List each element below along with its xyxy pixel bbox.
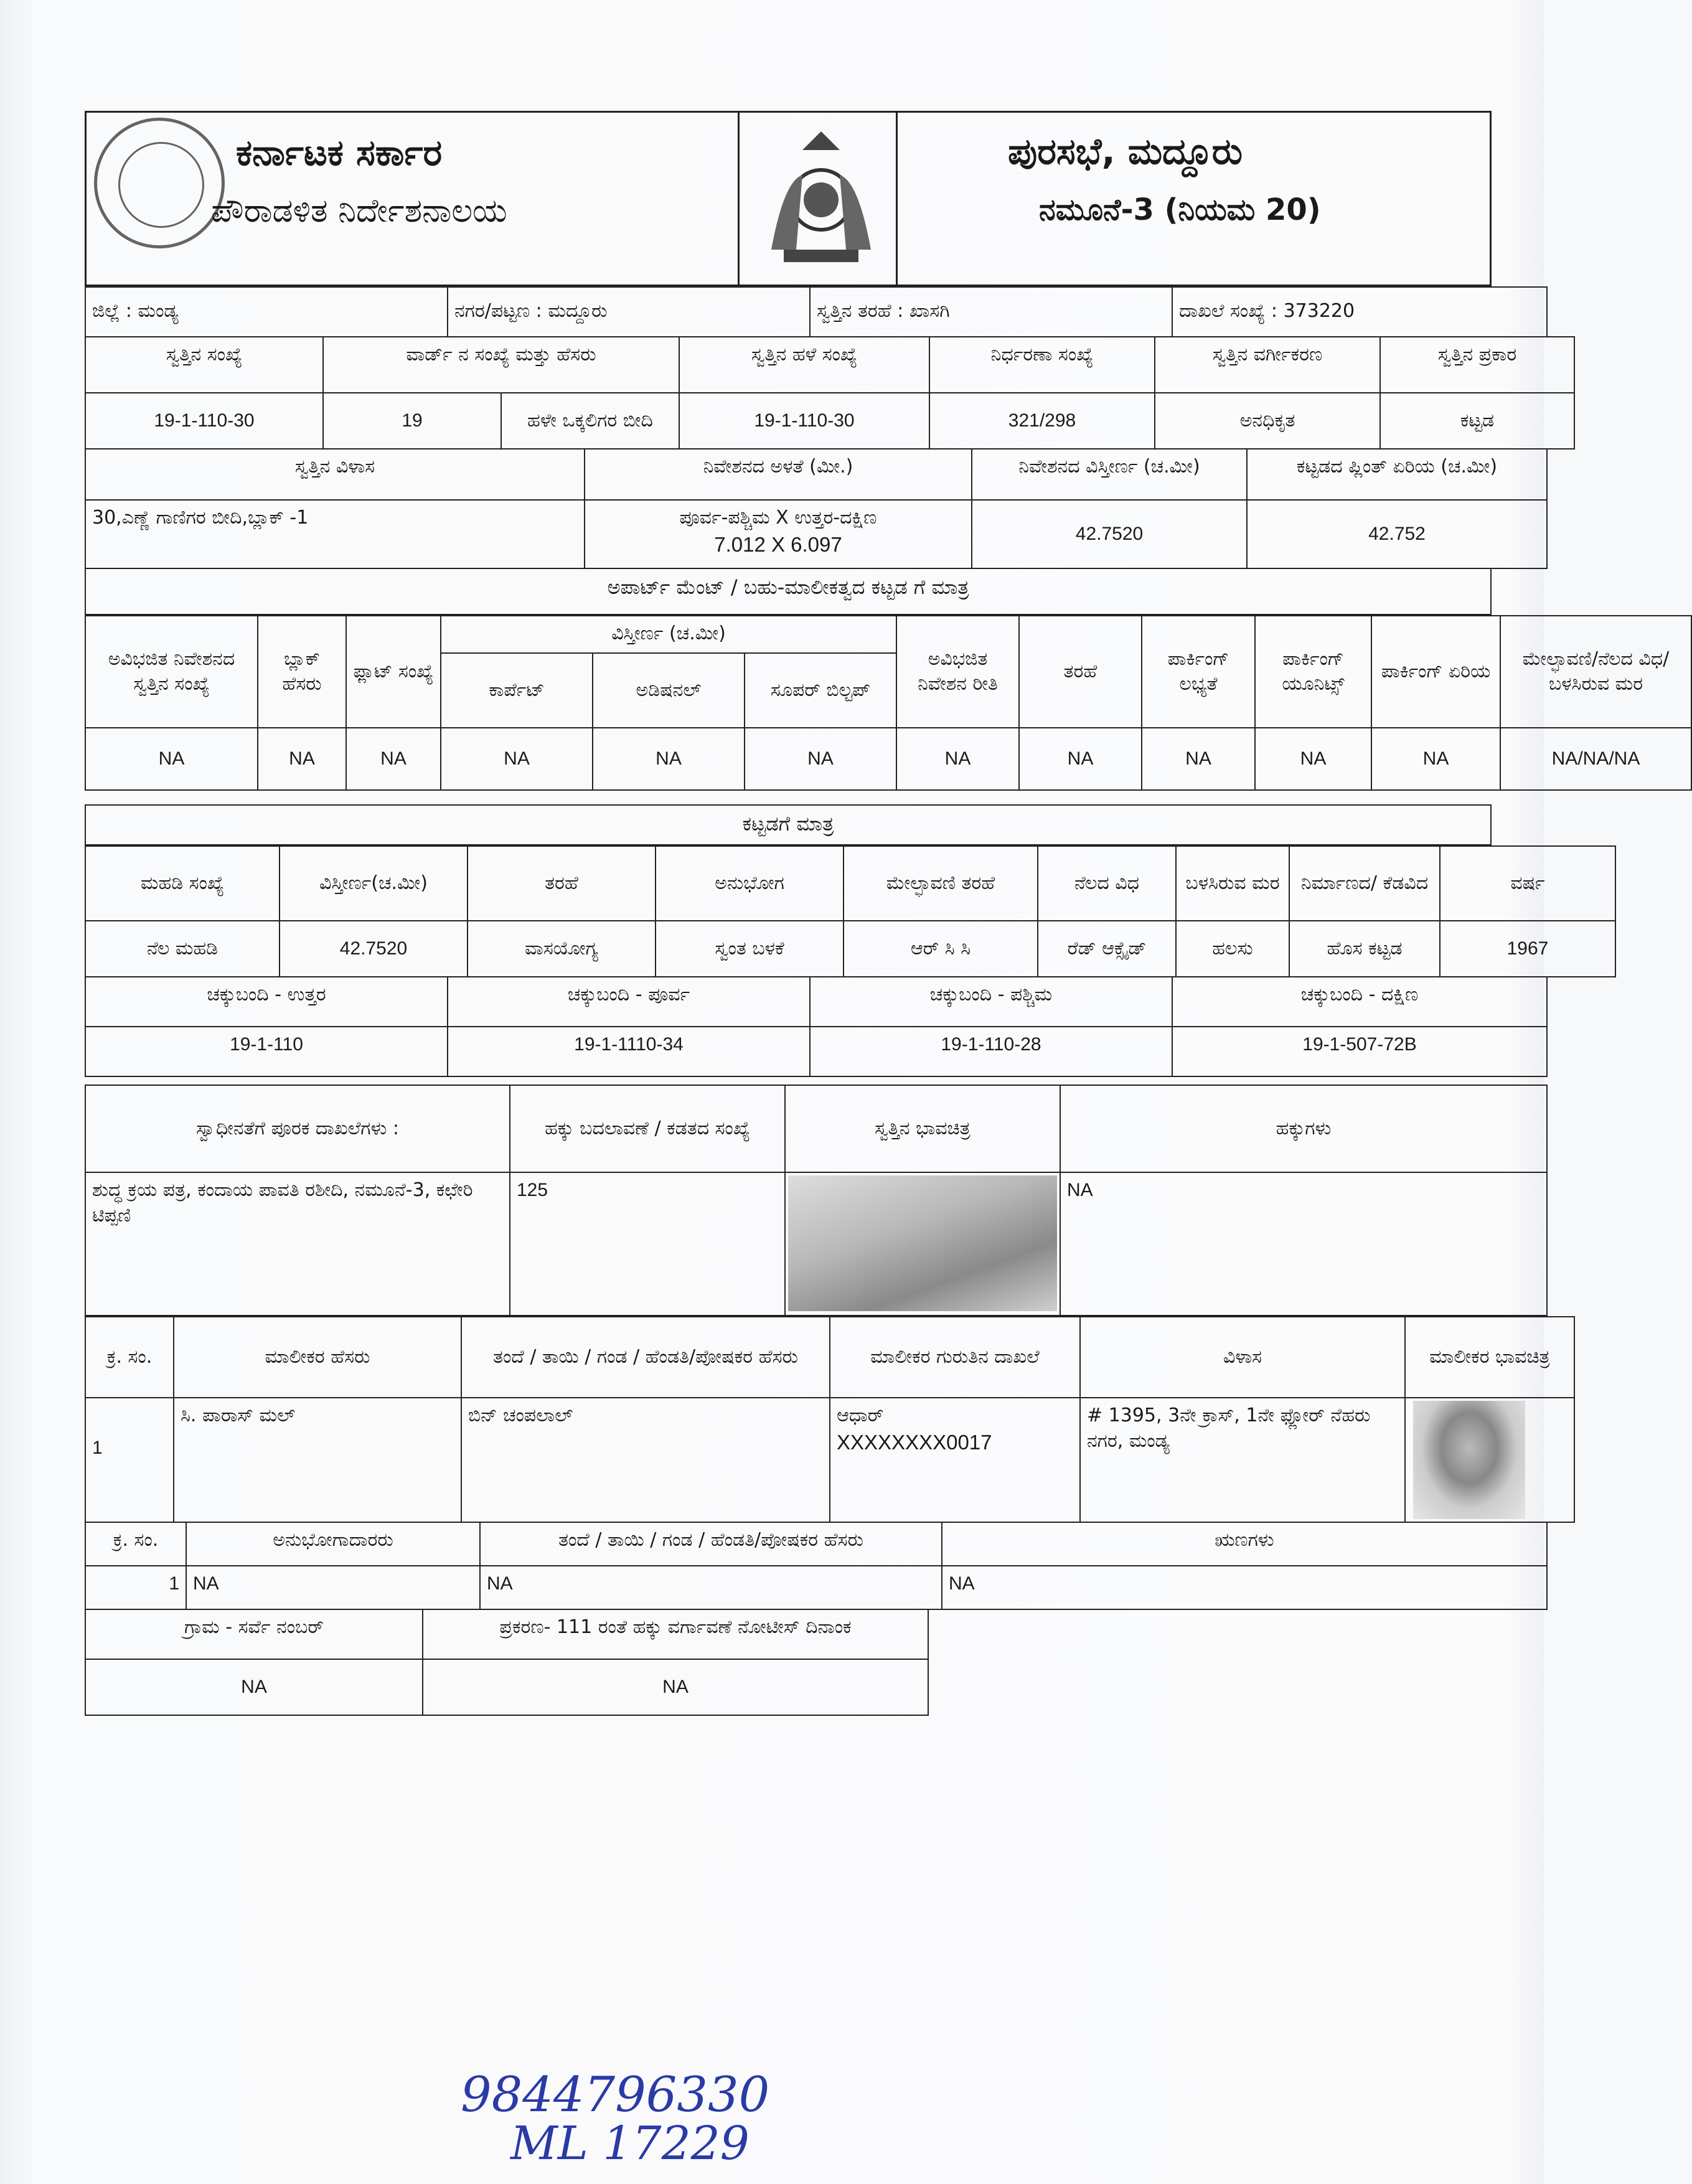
col-site-area: ನಿವೇಶನದ ವಿಸ್ತೀರ್ಣ (ಚ.ಮೀ) — [972, 449, 1247, 500]
assessment-no: 321/298 — [929, 393, 1155, 449]
classification: ಅನಧಿಕೃತ — [1155, 393, 1380, 449]
col-property-type: ಸ್ವತ್ತಿನ ಪ್ರಕಾರ — [1380, 337, 1574, 393]
ward-no: 19 — [323, 393, 501, 449]
col-occ-serial: ಕ್ರ. ಸಂ. — [85, 1522, 186, 1566]
apt-value: NA — [1142, 728, 1255, 790]
col-owner-name: ಮಾಲೀಕರ ಹೆಸರು — [174, 1317, 461, 1398]
apt-value: NA — [441, 728, 593, 790]
built-status: ಹೊಸ ಕಟ್ಟಡ — [1289, 921, 1440, 977]
col-occupancy: ಅನುಭೋಗ — [656, 846, 844, 921]
encumbrances: NA — [942, 1566, 1547, 1609]
owner-table — [85, 1316, 1575, 1523]
owner-name: ಸಿ. ಪಾರಾಸ್ ಮಲ್ — [174, 1398, 461, 1522]
id-number: XXXXXXXX0017 — [837, 1430, 992, 1454]
apt-value: NA — [85, 728, 258, 790]
floor-no: ನೆಲ ಮಹಡಿ — [85, 921, 280, 977]
col-boundary-west: ಚಕ್ಕುಬಂದಿ - ಪಶ್ಚಿಮ — [810, 977, 1172, 1027]
col-site-dimension: ನಿವೇಶನದ ಅಳತೆ (ಮೀ.) — [585, 449, 972, 500]
state-emblem-icon — [759, 125, 883, 275]
col-assessment-no: ನಿರ್ಧರಣಾ ಸಂಖ್ಯೆ — [929, 337, 1155, 393]
occupancy: ಸ್ವಂತ ಬಳಕೆ — [656, 921, 844, 977]
col-property-photo: ಸ್ವತ್ತಿನ ಭಾವಚಿತ್ರ — [785, 1085, 1060, 1172]
apt-value: NA/NA/NA — [1500, 728, 1691, 790]
parent-name: ಬಿನ್ ಚಂಪಲಾಲ್ — [461, 1398, 830, 1522]
file-number: 125 — [510, 1172, 785, 1316]
district: ಜಿಲ್ಲೆ : ಮಂಡ್ಯ — [85, 287, 448, 337]
address-table — [85, 448, 1548, 569]
col-encumbrances: ಋಣಗಳು — [942, 1522, 1547, 1566]
owner-photo-image — [1413, 1401, 1525, 1519]
boundary-south: 19-1-507-72B — [1172, 1027, 1547, 1076]
col-floor-no: ಮಹಡಿ ಸಂಖ್ಯೆ — [85, 846, 280, 921]
col-built-status: ನಿರ್ಮಾಣದ/ ಕೆಡವಿದ — [1289, 846, 1440, 921]
old-no: 19-1-110-30 — [679, 393, 929, 449]
col-old-no: ಸ್ವತ್ತಿನ ಹಳೆ ಸಂಖ್ಯೆ — [679, 337, 929, 393]
property-address: 30,ಎಣ್ಣೆ ಗಾಣಿಗರ ಬೀದಿ,ಬ್ಲಾಕ್ -1 — [85, 500, 585, 568]
apt-value: NA — [1019, 728, 1142, 790]
ward-name: ಹಳೇ ಒಕ್ಕಲಿಗರ ಬೀದಿ — [501, 393, 679, 449]
col-survey-number: ಗ್ರಾಮ - ಸರ್ವೆ ನಂಬರ್ — [85, 1609, 423, 1659]
col-wood: ಬಳಸಿರುವ ಮರ — [1176, 846, 1289, 921]
document-header — [85, 111, 1492, 286]
seal-stamp — [94, 118, 225, 248]
occupant-table — [85, 1522, 1548, 1610]
col-serial: ಕ್ರ. ಸಂ. — [85, 1317, 174, 1398]
col-year: ವರ್ಷ — [1440, 846, 1615, 921]
id-type: ಆಧಾರ್ — [837, 1405, 884, 1426]
col-property-no: ಸ್ವತ್ತಿನ ಸಂಖ್ಯೆ — [85, 337, 323, 393]
notice-date: NA — [423, 1659, 928, 1715]
government-title: ಕರ್ನಾಟಕ ಸರ್ಕಾರ — [236, 131, 443, 174]
apt-value: NA — [745, 728, 896, 790]
building-section-title: ಕಟ್ಟಡಗೆ ಮಾತ್ರ — [85, 804, 1492, 845]
documents-table — [85, 1085, 1548, 1316]
plinth-area: 42.752 — [1247, 500, 1547, 568]
boundary-west: 19-1-110-28 — [810, 1027, 1172, 1076]
town: ನಗರ/ಪಟ್ಟಣ : ಮದ್ದೂರು — [448, 287, 810, 337]
col-undivided-method: ಅವಿಭಜಿತ ನಿವೇಶನ ರೀತಿ — [896, 616, 1019, 728]
col-flat-no: ಫ್ಲಾಟ್ ಸಂಖ್ಯೆ — [346, 616, 441, 728]
property-table — [85, 336, 1575, 450]
col-owner-photo: ಮಾಲೀಕರ ಭಾವಚಿತ್ರ — [1405, 1317, 1574, 1398]
col-type: ತರಹೆ — [1019, 616, 1142, 728]
col-rights: ಹಕ್ಕುಗಳು — [1060, 1085, 1547, 1172]
col-roof-floor-wood: ಮೇಲ್ಛಾವಣಿ/ನೆಲದ ವಿಧ/ಬಳಸಿರುವ ಮರ — [1500, 616, 1691, 728]
boundary-east: 19-1-1110-34 — [448, 1027, 810, 1076]
col-undivided-no: ಅವಿಭಜಿತ ನಿವೇಶನದ ಸ್ವತ್ತಿನ ಸಂಖ್ಯೆ — [85, 616, 258, 728]
id-document — [830, 1398, 1080, 1522]
col-block-name: ಬ್ಲಾಕ್ ಹೆಸರು — [258, 616, 346, 728]
site-dimension-value: 7.012 X 6.097 — [714, 532, 842, 556]
usage-type: ವಾಸಯೋಗ್ಯ — [468, 921, 656, 977]
site-area: 42.7520 — [972, 500, 1247, 568]
municipality-title: ಪುರಸಭೆ, ಮದ್ದೂರು — [1008, 130, 1243, 172]
col-plinth-area: ಕಟ್ಟಡದ ಪ್ಲಿಂತ್ ಏರಿಯ (ಚ.ಮೀ) — [1247, 449, 1547, 500]
col-notice-date: ಪ್ರಕರಣ- 111 ರಂತೆ ಹಕ್ಕು ವರ್ಗಾವಣೆ ನೋಟೀಸ್ ದಿನಾಂಕ — [423, 1609, 928, 1659]
property-photo — [785, 1172, 1060, 1316]
boundary-north: 19-1-110 — [85, 1027, 448, 1076]
owner-photo — [1405, 1398, 1574, 1522]
occ-serial: 1 — [85, 1566, 186, 1609]
year: 1967 — [1440, 921, 1615, 977]
col-occ-parent: ತಂದೆ / ತಾಯಿ / ಗಂಡ / ಹೆಂಡತಿ/ಪೋಷಕರ ಹೆಸರು — [480, 1522, 942, 1566]
col-floor-area: ವಿಸ್ತೀರ್ಣ(ಚ.ಮೀ) — [280, 846, 468, 921]
supporting-docs: ಶುದ್ಧ ಕ್ರಯ ಪತ್ರ, ಕಂದಾಯ ಪಾವತಿ ರಶೀದಿ, ನಮೂನೆ-3, ಕಛೇರಿ ಟಿಪ್ಪಣಿ — [85, 1172, 510, 1316]
col-ward: ವಾರ್ಡ್ ನ ಸಂಖ್ಯೆ ಮತ್ತು ಹೆಸರು — [323, 337, 679, 393]
apt-value: NA — [1255, 728, 1371, 790]
col-parking-area: ಪಾರ್ಕಿಂಗ್ ಏರಿಯ — [1371, 616, 1500, 728]
col-area: ವಿಸ್ತೀರ್ಣ (ಚ.ಮೀ) — [441, 616, 896, 653]
property-kind: ಸ್ವತ್ತಿನ ತರಹೆ : ಖಾಸಗಿ — [810, 287, 1172, 337]
col-classification: ಸ್ವತ್ತಿನ ವರ್ಗೀಕರಣ — [1155, 337, 1380, 393]
property-type: ಕಟ್ಟಡ — [1380, 393, 1574, 449]
col-usage-type: ತರಹೆ — [468, 846, 656, 921]
occupant: NA — [186, 1566, 480, 1609]
apartment-section-title: ಅಪಾರ್ಟ್ ಮೆಂಟ್ / ಬಹು-ಮಾಲೀಕತ್ವದ ಕಟ್ಟಡ ಗೆ ಮಾತ್ರ — [85, 568, 1492, 615]
col-file-number: ಹಕ್ಕು ಬದಲಾವಣೆ / ಕಡತದ ಸಂಖ್ಯೆ — [510, 1085, 785, 1172]
col-carpet: ಕಾರ್ಪೆಟ್ — [441, 653, 593, 728]
col-owner-address: ವಿಳಾಸ — [1080, 1317, 1405, 1398]
roof-type: ಆರ್ ಸಿ ಸಿ — [844, 921, 1038, 977]
department-title: ಪೌರಾಡಳಿತ ನಿರ್ದೇಶನಾಲಯ — [211, 192, 507, 230]
survey-table — [85, 1609, 929, 1716]
building-table — [85, 845, 1616, 977]
col-super-builtup: ಸೂಪರ್ ಬಿಲ್ಟಪ್ — [745, 653, 896, 728]
col-address: ಸ್ವತ್ತಿನ ವಿಳಾಸ — [85, 449, 585, 500]
col-parking-units: ಪಾರ್ಕಿಂಗ್ ಯೂನಿಟ್ಸ್ — [1255, 616, 1371, 728]
apt-value: NA — [1371, 728, 1500, 790]
site-dimension-label: ಪೂರ್ವ-ಪಶ್ಚಿಮ X ಉತ್ತರ-ದಕ್ಷಿಣ — [679, 507, 877, 529]
survey-number: NA — [85, 1659, 423, 1715]
site-dimension — [585, 500, 972, 568]
building-photo-image — [788, 1175, 1057, 1311]
col-parking-availability: ಪಾರ್ಕಿಂಗ್ ಲಭ್ಯತೆ — [1142, 616, 1255, 728]
col-occupants: ಅನುಭೋಗಾದಾರರು — [186, 1522, 480, 1566]
rights: NA — [1060, 1172, 1547, 1316]
occ-parent: NA — [480, 1566, 942, 1609]
col-id-document: ಮಾಲೀಕರ ಗುರುತಿನ ದಾಖಲೆ — [830, 1317, 1080, 1398]
apt-value: NA — [346, 728, 441, 790]
col-boundary-north: ಚಕ್ಕುಬಂದಿ - ಉತ್ತರ — [85, 977, 448, 1027]
apt-value: NA — [593, 728, 745, 790]
apt-value: NA — [896, 728, 1019, 790]
floor-type: ರೆಡ್ ಆಕ್ಸೈಡ್ — [1038, 921, 1176, 977]
handwritten-ref: ML 17229 — [510, 2117, 750, 2170]
owner-address: # 1395, 3ನೇ ಕ್ರಾಸ್, 1ನೇ ಫ್ಲೋರ್ ನೆಹರು ನಗರ, ಮಂಡ್ಯ — [1080, 1398, 1405, 1522]
apartment-table — [85, 615, 1692, 791]
owner-serial: 1 — [85, 1398, 174, 1522]
record-number: ದಾಖಲೆ ಸಂಖ್ಯೆ : 373220 — [1172, 287, 1547, 337]
form-title: ನಮೂನೆ-3 (ನಿಯಮ 20) — [1039, 192, 1321, 227]
handwritten-phone: 9844796330 — [461, 2067, 770, 2123]
col-additional: ಅಡಿಷನಲ್ — [593, 653, 745, 728]
col-supporting-docs: ಸ್ವಾಧೀನತೆಗೆ ಪೂರಕ ದಾಖಲೆಗಳು : — [85, 1085, 510, 1172]
col-roof-type: ಮೇಲ್ಛಾವಣಿ ತರಹೆ — [844, 846, 1038, 921]
col-floor-type: ನೆಲದ ವಿಧ — [1038, 846, 1176, 921]
col-parent-name: ತಂದೆ / ತಾಯಿ / ಗಂಡ / ಹೆಂಡತಿ/ಪೋಷಕರ ಹೆಸರು — [461, 1317, 830, 1398]
wood-type: ಹಲಸು — [1176, 921, 1289, 977]
apt-value: NA — [258, 728, 346, 790]
col-boundary-south: ಚಕ್ಕುಬಂದಿ - ದಕ್ಷಿಣ — [1172, 977, 1547, 1027]
col-boundary-east: ಚಕ್ಕುಬಂದಿ - ಪೂರ್ವ — [448, 977, 810, 1027]
basic-info-row — [85, 286, 1548, 337]
floor-area: 42.7520 — [280, 921, 468, 977]
property-no: 19-1-110-30 — [85, 393, 323, 449]
boundaries-table — [85, 976, 1548, 1077]
